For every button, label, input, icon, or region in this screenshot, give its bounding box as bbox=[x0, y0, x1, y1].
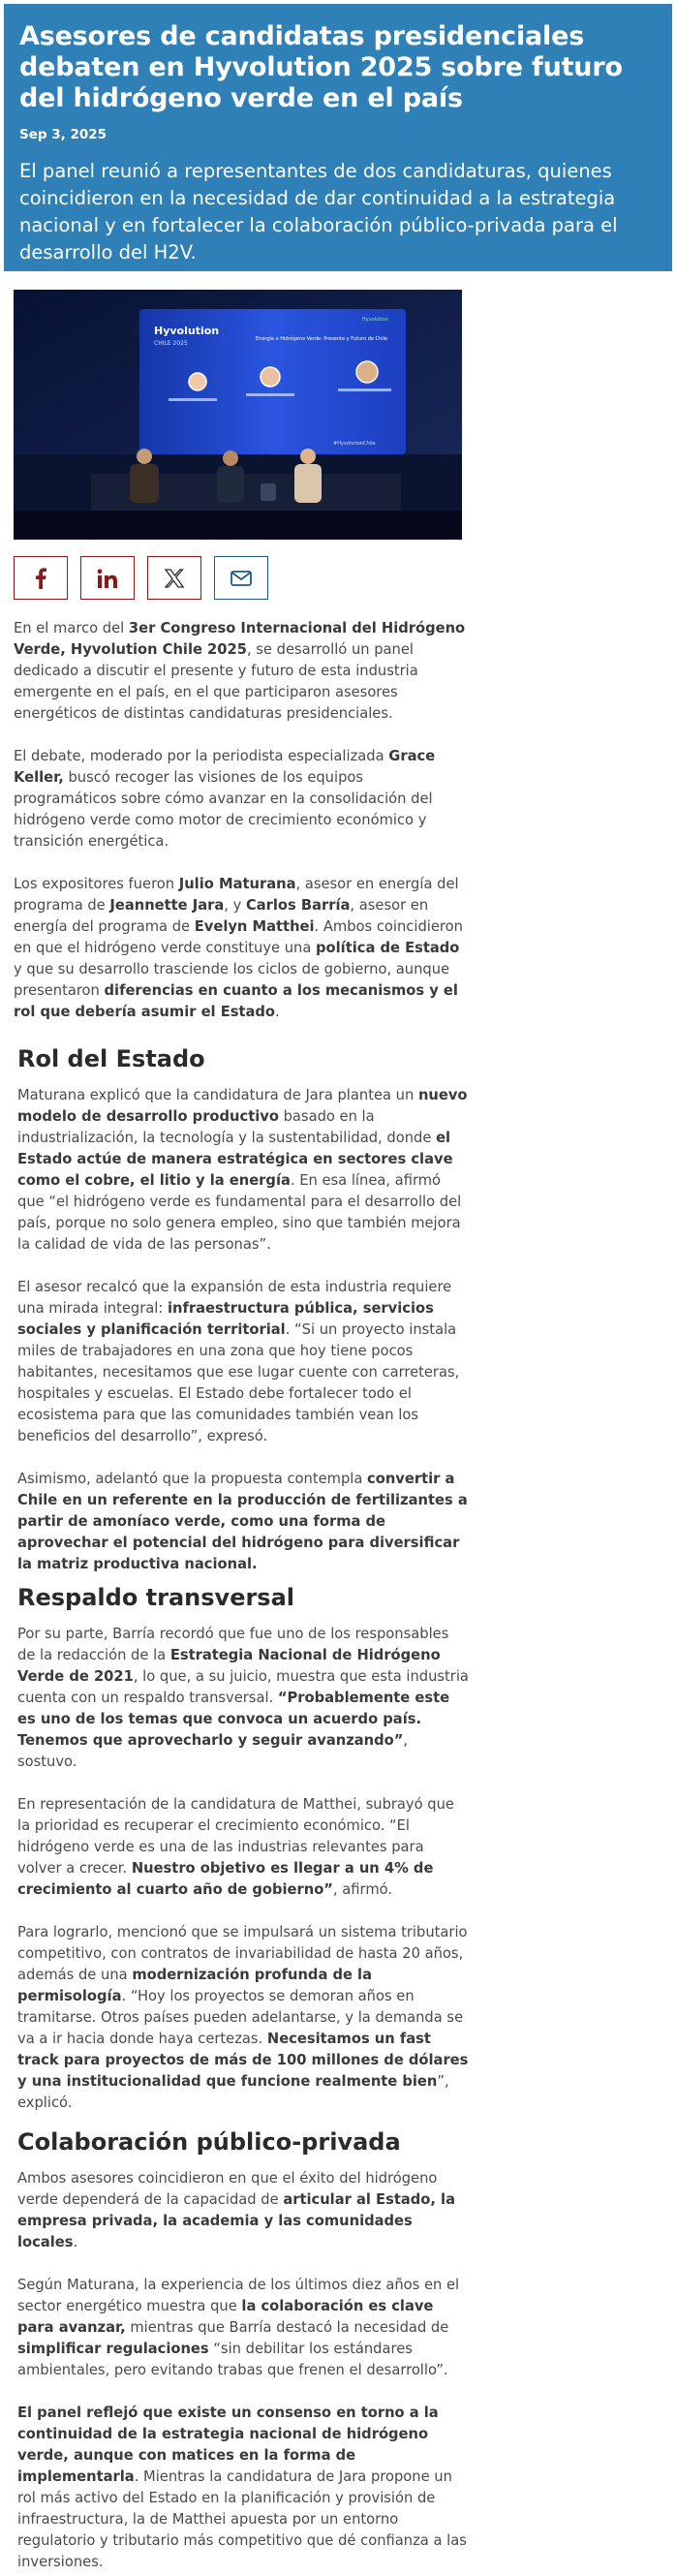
paragraph-speakers: Los expositores fueron Julio Maturana, asesor en energía del programa de Jeannette Jara, y Carlos Barría, asesor en energía del programa de Evelyn Matthei. Ambos coincidieron en que el hidrógeno verde constituye una política de Estado y que su desarrollo trasciende los ciclos de gobierno, aunque presentaron diferencias en cuanto a los mecanismos y el rol que debería asumir el Estado. bbox=[14, 876, 463, 1020]
paragraph: Según Maturana, la experiencia de los últimos diez años en el sector energético muestra que la colaboración es clave para avanzar, mientras que Barría destacó la necesidad de simplificar regulaciones “sin debilitar los estándares ambientales, pero evitando trabas que frenen el desarrollo”. bbox=[17, 2277, 460, 2378]
article-date: Sep 3, 2025 bbox=[19, 127, 108, 142]
screen-brand: Hyvolution bbox=[154, 325, 220, 337]
screen-year: CHILE 2025 bbox=[154, 340, 188, 347]
screen-heading: Energía e Hidrógeno Verde: Presente y Futuro de Chile bbox=[256, 336, 388, 342]
screen-corner: Hyvolution bbox=[362, 317, 388, 323]
share-email-button[interactable] bbox=[214, 556, 268, 600]
panel-stage-photo bbox=[14, 290, 462, 540]
paragraph-moderator: El debate, moderado por la periodista especializada Grace Keller, buscó recoger las visiones de los equipos programáticos sobre cómo avanzar en la consolidación del hidrógeno verde como motor de crecimiento económico y transición energética. bbox=[14, 748, 436, 850]
article-lead: El panel reunió a representantes de dos candidaturas, quienes coincidieron en la necesidad de dar continuidad a la estrategia nacional y en fortalecer la colaboración público-privada para el desarrollo del H2V. bbox=[19, 160, 618, 264]
paragraph: Maturana explicó que la candidatura de Jara plantea un nuevo modelo de desarrollo productivo basado en la industrialización, la tecnología y la sustentabilidad, donde el Estado actúe de manera estratégica en sectores clave como el cobre, el litio y la energía. En esa línea, afirmó que “el hidrógeno verde es fundamental para el desarrollo del país, porque no solo genera empleo, sino que también mejora la calidad de vida de las personas”. bbox=[17, 1087, 468, 1253]
section-heading: Respaldo transversal bbox=[17, 1584, 295, 1611]
screen-footer: #HyvolutionChile bbox=[333, 441, 376, 447]
paragraph: El asesor recalcó que la expansión de esta industria requiere una mirada integral: infraestructura pública, servicios sociales y planificación territorial. “Si un proyecto instala miles de trabajadores en una zona que hoy tiene pocos habitantes, necesitamos que ese lugar cuente con carreteras, hospitales y escuelas. El Estado debe fortalecer todo el ecosistema para que las comunidades también vean los beneficios del desarrollo”, expresó. bbox=[17, 1279, 460, 1444]
article-header bbox=[4, 4, 672, 271]
paragraph: En representación de la candidatura de Matthei, subrayó que la prioridad es recuperar el crecimiento económico. “El hidrógeno verde es una de las industrias relevantes para volver a crecer. Nuestro objetivo es llegar a un 4% de crecimiento al cuarto año de gobierno”, afirmó. bbox=[17, 1796, 454, 1898]
article-body bbox=[14, 618, 469, 2576]
facebook-icon bbox=[35, 568, 46, 589]
share-x-button[interactable] bbox=[147, 556, 201, 600]
share-bar bbox=[14, 556, 268, 601]
paragraph: El panel reflejó que existe un consenso en torno a la continuidad de la estrategia nacional de hidrógeno verde, aunque con matices en la forma de implementarla. Mientras la candidatura de Jara propone un rol más activo del Estado en la planificación y provisión de infraestructura, la de Matthei apuesta por un entorno regulatorio y tributario más competitivo que dé confianza a las inversiones. bbox=[17, 2405, 467, 2570]
x-icon bbox=[165, 569, 184, 588]
paragraph: Para lograrlo, mencionó que se impulsará un sistema tributario competitivo, con contratos de invariabilidad de hasta 20 años, además de una modernización profunda de la permisología. “Hoy los proyectos se demoran años en tramitarse. Otros países pueden adelantarse, y la demanda se va a ir hacia donde haya certezas. Necesitamos un fast track para proyectos de más de 100 millones de dólares y una institucionalidad que funcione realmente bien”, explicó. bbox=[17, 1924, 469, 2111]
share-facebook-button[interactable] bbox=[14, 556, 68, 600]
paragraph: Por su parte, Barría recordó que fue uno de los responsables de la redacción de la Estrategia Nacional de Hidrógeno Verde de 2021, lo que, a su juicio, muestra que esta industria cuenta con un respaldo transversal. “Probablemente este es uno de los temas que convoca un acuerdo país. Tenemos que aprovecharlo y seguir avanzando”, sostuvo. bbox=[17, 1626, 469, 1770]
linkedin-icon bbox=[97, 569, 118, 588]
section-heading: Colaboración público-privada bbox=[17, 2128, 401, 2156]
article-photo bbox=[14, 290, 462, 540]
section-heading: Rol del Estado bbox=[17, 1045, 205, 1072]
share-linkedin-button[interactable] bbox=[80, 556, 135, 600]
paragraph: Ambos asesores coincidieron en que el éxito del hidrógeno verde dependerá de la capacidad de articular al Estado, la empresa privada, la academia y las comunidades locales. bbox=[17, 2170, 455, 2250]
email-icon bbox=[230, 571, 252, 586]
section-respaldo-transversal bbox=[14, 1583, 469, 2114]
paragraph-intro: En el marco del 3er Congreso Internacional del Hidrógeno Verde, Hyvolution Chile 2025, se desarrolló un panel dedicado a discutir el presente y futuro de esta industria emergente en el país, en el que participaron asesores energéticos de distintas candidaturas presidenciales. bbox=[14, 620, 466, 722]
section-rol-del-estado bbox=[14, 1044, 469, 1575]
paragraph: Asimismo, adelantó que la propuesta contempla convertir a Chile en un referente en la producción de fertilizantes a partir de amoníaco verde, como una forma de aprovechar el potencial del hidrógeno para diversificar la matriz productiva nacional. bbox=[17, 1471, 468, 1572]
section-colaboracion bbox=[14, 2127, 469, 2573]
article-title: Asesores de candidatas presidenciales debaten en Hyvolution 2025 sobre futuro del hidrógeno verde en el país bbox=[19, 21, 623, 113]
